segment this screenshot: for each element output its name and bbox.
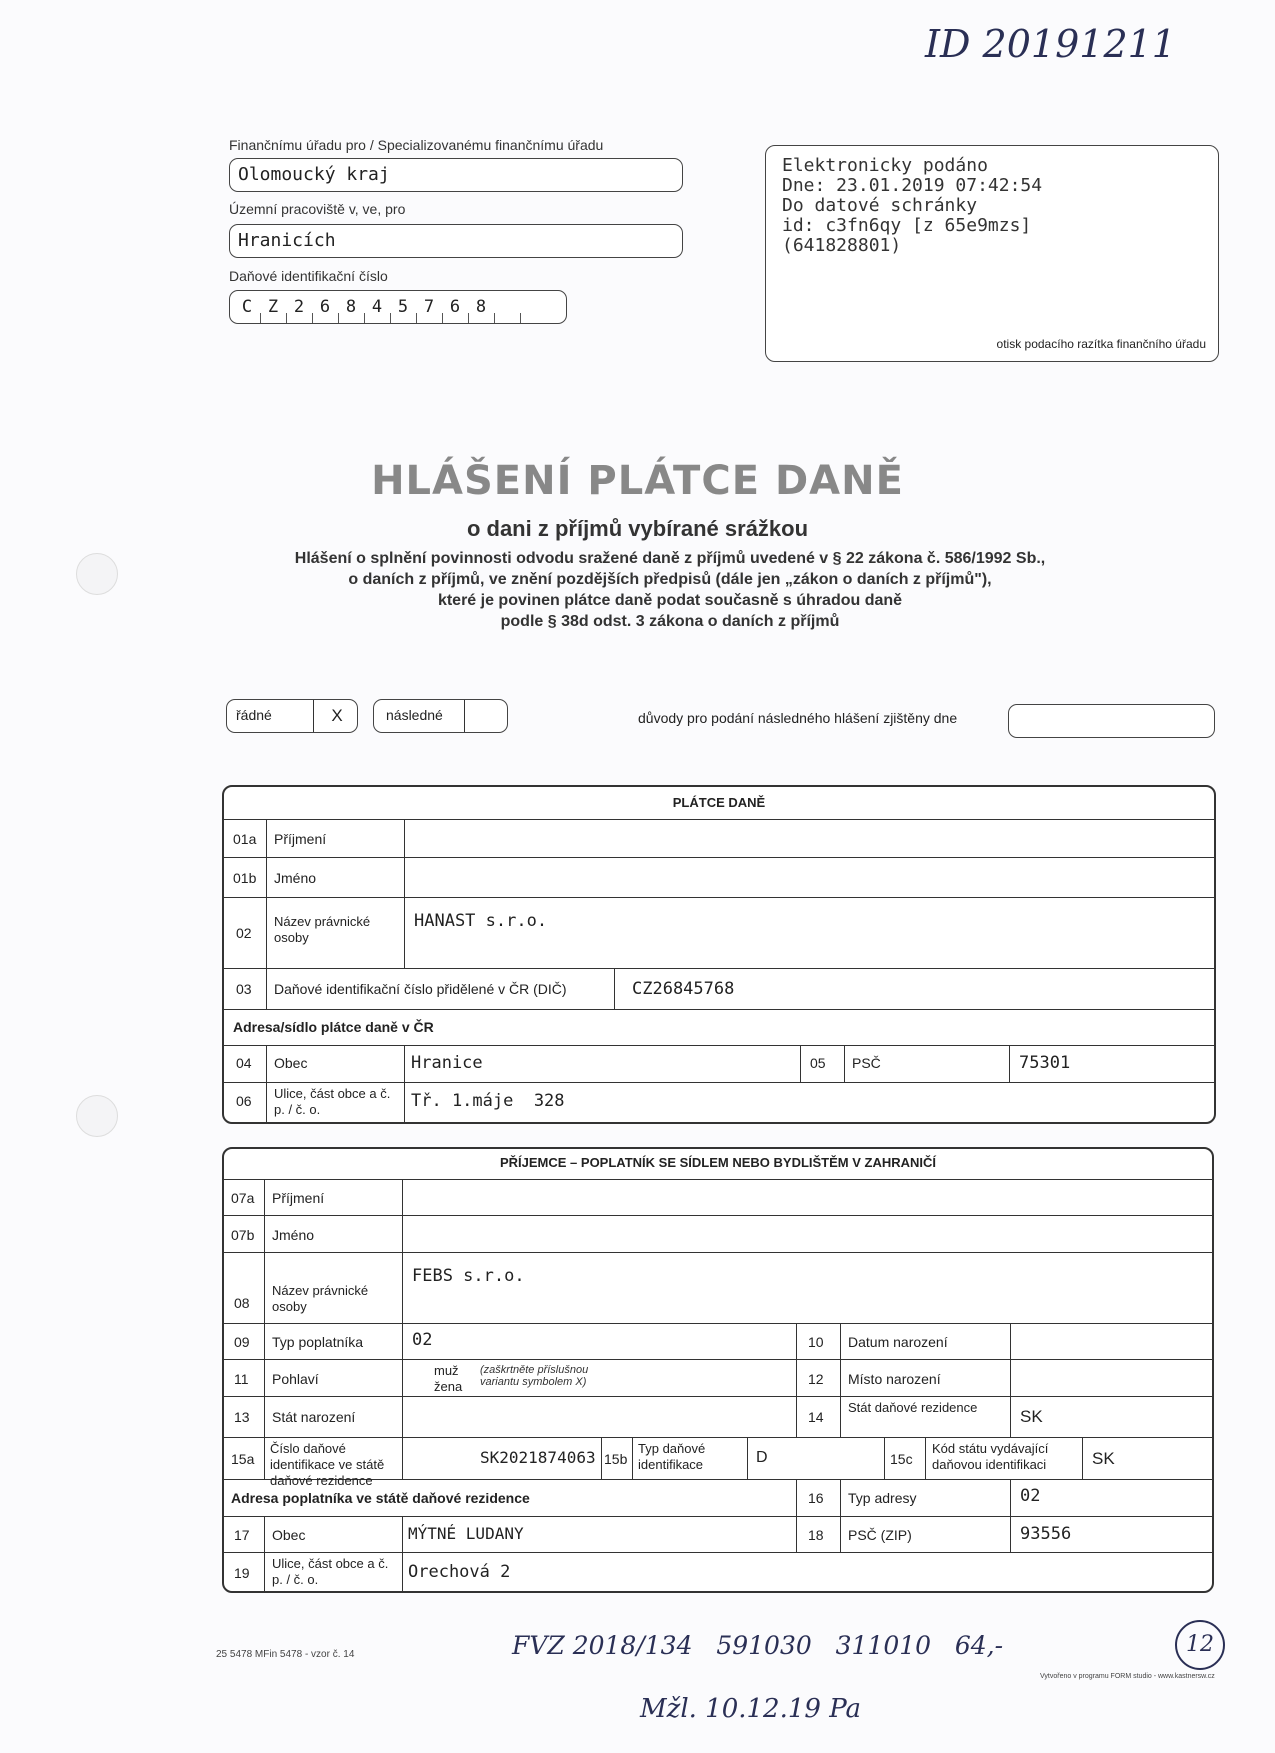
dic-label: Daňové identifikační číslo [229,268,388,284]
col-line [404,1045,405,1122]
dic-separator-tick [442,313,443,323]
description-line: Hlášení o splnění povinnosti odvodu sražené daně z příjmů uvedené v § 22 zákona č. 586/1992 Sb., [294,550,1046,567]
page-number-text: 12 [1186,1632,1214,1657]
row-line [224,819,1214,820]
gender-female-option[interactable]: žena [434,1379,463,1394]
dic-char-cell: 8 [338,291,364,323]
workplace-label: Územní pracoviště v, ve, pro [229,201,406,217]
issuing-country-label: Kód státu vydávající daňovou identifikaci [932,1441,1049,1472]
software-credit: Vytvořeno v programu FORM studio - www.kastnersw.cz [1040,1673,1215,1680]
tax-id-label: Číslo daňové identifikace ve státě daňové rezidence [270,1441,385,1488]
col-line [264,1179,265,1479]
col-line [796,1323,797,1437]
circled-page-number [1175,1620,1225,1670]
dic-char-cell: Z [260,291,286,323]
workplace-value: Hranicích [238,230,336,251]
row-number: 09 [234,1334,250,1350]
dic-separator-tick [260,313,261,323]
birth-place-label: Místo narození [848,1371,941,1387]
row-line [224,1215,1212,1216]
payer-dic-label: Daňové identifikační číslo přidělené v ČR (DIČ) [274,981,567,997]
recipient-legal-name-value[interactable]: FEBS s.r.o. [412,1266,525,1286]
row-line [224,1252,1212,1253]
col-line [840,1479,841,1552]
city-value[interactable]: Hranice [411,1053,483,1073]
recipient-street-value[interactable]: Orechová 2 [408,1562,511,1582]
punch-hole [76,553,118,595]
row-number: 11 [234,1371,249,1387]
col-line [925,1437,926,1479]
dic-char-cell: 8 [468,291,494,323]
payer-section [222,785,1216,1124]
recipient-street-label: Ulice, část obce a č. p. / č. o. [272,1556,389,1587]
dic-separator-tick [494,313,495,323]
row-number: 15a [231,1451,255,1467]
followup-filing-label: následné [386,707,443,723]
tax-id-type-value[interactable]: D [756,1449,768,1466]
row-line [224,1437,1212,1438]
taxpayer-type-value[interactable]: 02 [412,1330,433,1350]
row-line [224,968,1214,969]
gender-male-option[interactable]: muž [434,1363,459,1378]
dic-char-cell: 7 [416,291,442,323]
dic-char-cell [494,291,520,323]
punch-hole [76,1095,118,1137]
col-line [1082,1437,1083,1479]
regular-filing-label: řádné [236,707,272,723]
stamp-caption: otisk podacího razítka finančního úřadu [996,337,1206,351]
row-number: 02 [236,925,252,941]
col-line [884,1437,885,1479]
dic-separator-tick [416,313,417,323]
row-line [224,857,1214,858]
payer-dic-value[interactable]: CZ26845768 [632,979,735,999]
dic-char-cell [520,291,546,323]
col-line [402,1179,403,1479]
recipient-zip-label: PSČ (ZIP) [848,1527,912,1543]
col-line [1009,1045,1010,1082]
first-name-label: Jméno [274,870,317,886]
office-field[interactable] [229,158,683,192]
description-line: o daních z příjmů, ve znění pozdějších předpisů (dále jen „zákon o daních z příjmů"), [348,571,992,588]
birth-country-label: Stát narození [272,1409,356,1425]
form-description [200,548,1140,632]
issuing-country-value[interactable]: SK [1092,1449,1115,1468]
dic-separator-tick [286,313,287,323]
stamp-line: id: c3fn6qy [z 65e9mzs] [782,215,1032,236]
address-type-label: Typ adresy [848,1490,917,1506]
row-line [224,1396,1212,1397]
col-line [632,1437,633,1479]
row-line [224,1045,1214,1046]
row-line [224,897,1214,898]
dic-separator-tick [520,313,521,323]
legal-name-label: Název právnické osoby [274,914,371,945]
row-line [224,1516,1212,1517]
col-line [800,1045,801,1082]
row-number: 15b [604,1451,628,1467]
address-type-value[interactable]: 02 [1020,1486,1041,1506]
row-number: 17 [234,1527,250,1543]
col-line [796,1479,797,1552]
col-line [844,1045,845,1082]
workplace-field[interactable] [229,224,683,258]
description-line: které je povinen plátce daně podat současně s úhradou daně [437,592,903,609]
col-line [266,819,267,1009]
row-number: 19 [234,1565,250,1581]
street-value[interactable]: Tř. 1.máje 328 [411,1091,565,1111]
dic-char-cell: 6 [442,291,468,323]
office-label: Finančnímu úřadu pro / Specializovanému finančnímu úřadu [229,137,604,153]
zip-value[interactable]: 75301 [1019,1053,1071,1073]
recipient-zip-value[interactable]: 93556 [1020,1524,1072,1544]
row-number: 04 [236,1055,252,1071]
row-number: 15c [890,1451,913,1467]
divider [464,700,465,732]
row-number: 14 [808,1409,824,1425]
row-number: 03 [236,981,252,997]
handwritten-reference: FVZ 2018/134 591030 311010 64,- [512,1631,1004,1660]
recipient-city-value[interactable]: MÝTNÉ LUDANY [408,1524,524,1543]
dic-separator-tick [364,313,365,323]
dic-separator-tick [338,313,339,323]
stamp-line: Do datové schránky [782,195,978,216]
col-line [402,1516,403,1591]
payer-heading: PLÁTCE DANĚ [672,795,766,810]
residence-country-value[interactable]: SK [1020,1407,1043,1426]
col-line [614,968,615,1009]
recipient-city-label: Obec [272,1527,306,1543]
followup-date-field[interactable] [1008,704,1215,738]
dic-separator-tick [390,313,391,323]
dic-char-cell: 4 [364,291,390,323]
row-number: 06 [236,1093,252,1109]
col-line [840,1323,841,1437]
stamp-line: (641828801) [782,235,902,256]
col-line [601,1437,602,1479]
row-number: 05 [810,1055,826,1071]
dic-char-cell: C [241,297,253,317]
stamp-text [782,156,1042,256]
row-number: 01b [233,870,257,886]
stamp-box [765,145,1219,362]
row-number: 07a [231,1190,255,1206]
recipient-surname-label: Příjmení [272,1190,325,1206]
row-number: 01a [233,831,257,847]
row-line [224,1323,1212,1324]
col-line [1010,1323,1011,1437]
col-line [264,1516,265,1591]
row-line [224,1359,1212,1360]
dic-field[interactable] [229,290,567,324]
recipient-legal-name-label: Název právnické osoby [272,1283,369,1314]
gender-note: (zaškrtněte příslušnou variantu symbolem X) [480,1364,589,1388]
recipient-section [222,1147,1214,1593]
dic-separator-tick [468,313,469,323]
description-line: podle § 38d odst. 3 zákona o daních z příjmů [500,613,840,630]
col-line [1010,1479,1011,1552]
recipient-heading: PŘÍJEMCE – POPLATNÍK SE SÍDLEM NEBO BYDLIŠTĚM V ZAHRANIČÍ [499,1155,937,1170]
stamp-line: Elektronicky podáno [782,155,988,176]
office-value: Olomoucký kraj [238,164,390,185]
col-line [266,1045,267,1122]
street-label: Ulice, část obce a č. p. / č. o. [274,1086,391,1117]
zip-label: PSČ [852,1055,881,1071]
col-line [404,819,405,968]
row-line [224,1009,1214,1010]
row-line [224,1552,1212,1553]
divider [313,700,314,732]
dic-char-cell: 5 [390,291,416,323]
surname-label: Příjmení [274,831,327,847]
regular-filing-box[interactable] [226,699,358,733]
col-line [747,1437,748,1479]
payer-address-heading: Adresa/sídlo plátce daně v ČR [233,1019,434,1035]
taxpayer-type-label: Typ poplatníka [272,1334,364,1350]
dic-separator-tick [312,313,313,323]
followup-reasons-label: důvody pro podání následného hlášení zjištěny dne [638,710,958,726]
row-number: 07b [231,1227,255,1243]
recipient-first-name-label: Jméno [272,1227,315,1243]
dic-char-cell: 6 [312,291,338,323]
row-number: 08 [234,1295,250,1311]
row-line [224,1082,1214,1083]
tax-id-type-label: Typ daňové identifikace [638,1441,706,1472]
dic-char-cell: 2 [286,291,312,323]
row-line [224,1179,1212,1180]
tax-id-value[interactable]: SK2021874063 [480,1448,596,1467]
recipient-address-heading: Adresa poplatníka ve státě daňové rezidence [231,1490,530,1506]
stamp-line: Dne: 23.01.2019 07:42:54 [782,175,1043,196]
handwritten-signature-note: Mžl. 10.12.19 Pa [640,1694,862,1724]
regular-filing-mark: X [331,706,343,725]
residence-country-label: Stát daňové rezidence [848,1400,978,1415]
row-number: 10 [808,1334,824,1350]
birth-date-label: Datum narození [848,1334,948,1350]
legal-name-value[interactable]: HANAST s.r.o. [414,911,548,931]
form-title: HLÁŠENÍ PLÁTCE DANĚ [371,458,904,504]
followup-filing-box[interactable] [373,699,508,733]
row-number: 18 [808,1527,824,1543]
dic-cells [234,291,546,323]
row-number: 12 [808,1371,824,1387]
form-subtitle: o dani z příjmů vybírané srážkou [466,516,809,541]
city-label: Obec [274,1055,308,1071]
row-number: 13 [234,1409,250,1425]
gender-label: Pohlaví [272,1371,319,1387]
row-number: 16 [808,1490,824,1506]
form-id: 25 5478 MFin 5478 - vzor č. 14 [216,1649,355,1660]
handwritten-id: ID 20191211 [925,22,1176,66]
